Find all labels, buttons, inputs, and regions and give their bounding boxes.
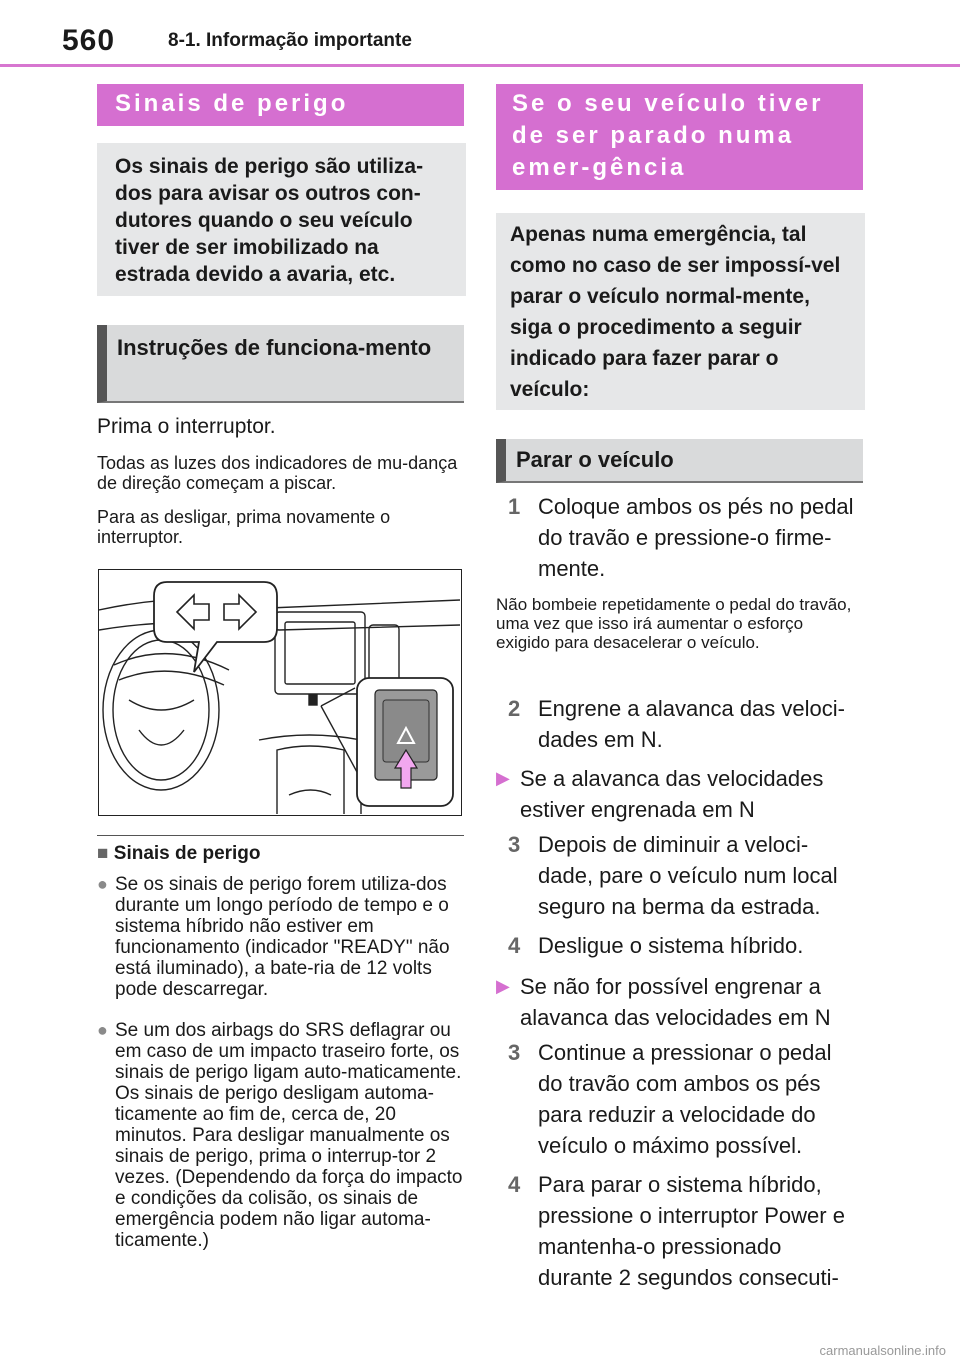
stop-vehicle-heading-text: Parar o veículo xyxy=(516,447,674,472)
step-number: 3 xyxy=(508,832,521,857)
condition-neutral-engaged xyxy=(496,763,858,825)
step-3a xyxy=(508,829,860,922)
step-4a xyxy=(508,930,860,961)
square-bullet-icon: ■ xyxy=(97,843,109,864)
banner-title: Se o seu veículo tiver de ser parado numa emer-gência xyxy=(512,90,824,181)
section-title: 8-1. Informação importante xyxy=(168,30,412,51)
instructions-heading-text: Instruções de funciona-mento xyxy=(117,335,432,360)
instructions-heading xyxy=(97,325,464,403)
step-text: Desligue o sistema híbrido. xyxy=(538,933,804,958)
step-number: 3 xyxy=(508,1040,521,1065)
page-number: 560 xyxy=(62,24,116,57)
stop-vehicle-heading xyxy=(496,439,863,483)
note-bullet-2-text: Se um dos airbags do SRS deflagrar ou em caso de um impacto traseiro forte, os sinais de perigo ligam auto-maticamente. Os sinais de perigo desligam automa-ticamente ao fim de, cerca de, 20 minutos. Para desligar manualmente os sinais de perigo, prima o interrup-tor 2 vezes. (Dependendo da força do impacto e condições da colisão, os sinais de emergência podem não ligar automa-ticamente.) xyxy=(115,1020,463,1251)
notes-heading-text: Sinais de perigo xyxy=(113,843,261,864)
emergency-intro-box xyxy=(496,213,865,410)
notes-divider xyxy=(97,835,464,836)
note-bullet-2 xyxy=(97,1020,467,1251)
step-4b xyxy=(508,1169,860,1293)
step-2 xyxy=(508,693,860,755)
press-instruction: Prima o interruptor. xyxy=(97,415,276,438)
circle-bullet-icon: ● xyxy=(97,1020,108,1040)
circle-bullet-icon: ● xyxy=(97,874,108,894)
emergency-intro-text: Apenas numa emergência, tal como no caso de ser impossí-vel parar o veículo normal-mente, siga o procedimento a seguir indicado para fazer parar o veículo: xyxy=(510,223,841,401)
header-divider xyxy=(0,64,960,67)
step-1 xyxy=(508,491,860,584)
step-1-note: Não bombeie repetidamente o pedal do travão, uma vez que isso irá aumentar o esforço exigido para desacelerar o veículo. xyxy=(496,595,852,652)
note-bullet-1-text: Se os sinais de perigo forem utiliza-dos durante um longo período de tempo e o sistema híbrido não estiver em funcionamento (indicador "READY" não está iluminado), a bate-ria de 12 volts pode descarregar. xyxy=(115,874,450,1000)
step-number: 2 xyxy=(508,696,521,721)
banner-emergency-stop xyxy=(496,84,863,190)
paragraph-switch-off: Para as desligar, prima novamente o interruptor. xyxy=(97,507,391,547)
step-number: 4 xyxy=(508,1172,521,1197)
dashboard-drawing xyxy=(99,570,460,814)
step-text: Engrene a alavanca das veloci-dades em N. xyxy=(538,696,845,752)
intro-text: Os sinais de perigo são utiliza-dos para avisar os outros con-dutores quando o seu veículo tiver de ser imobilizado na estrada devido a avaria, etc. xyxy=(115,155,424,286)
step-text: Continue a pressionar o pedal do travão com ambos os pés para reduzir a velocidade do veículo o máximo possível. xyxy=(538,1040,832,1158)
condition-text: Se a alavanca das velocidades estiver engrenada em N xyxy=(520,766,824,822)
paragraph-indicators: Todas as luzes dos indicadores de mu-dança de direção começam a piscar. xyxy=(97,453,458,493)
banner-hazard-lights xyxy=(97,84,464,126)
triangle-right-icon: ▶ xyxy=(496,768,510,788)
step-text: Coloque ambos os pés no pedal do travão e pressione-o firme-mente. xyxy=(538,494,854,581)
note-bullet-1 xyxy=(97,874,467,1000)
condition-neutral-not-possible xyxy=(496,971,858,1033)
turn-signal-callout xyxy=(154,582,277,672)
notes-heading xyxy=(97,843,464,865)
condition-text: Se não for possível engrenar a alavanca das velocidades em N xyxy=(520,974,831,1030)
step-3b xyxy=(508,1037,860,1161)
intro-box xyxy=(97,143,466,296)
dashboard-illustration xyxy=(98,569,462,816)
step-text: Para parar o sistema híbrido, pressione o interruptor Power e mantenha-o pressionado durante 2 segundos consecuti- xyxy=(538,1172,845,1290)
step-text: Depois de diminuir a veloci-dade, pare o veículo num local seguro na berma da estrada. xyxy=(538,832,838,919)
step-number: 4 xyxy=(508,933,521,958)
banner-title: Sinais de perigo xyxy=(115,90,349,117)
triangle-right-icon: ▶ xyxy=(496,976,510,996)
hazard-switch-closeup xyxy=(357,678,453,806)
step-number: 1 xyxy=(508,494,521,519)
footer-credit: carmanualsonline.info xyxy=(819,1343,946,1358)
